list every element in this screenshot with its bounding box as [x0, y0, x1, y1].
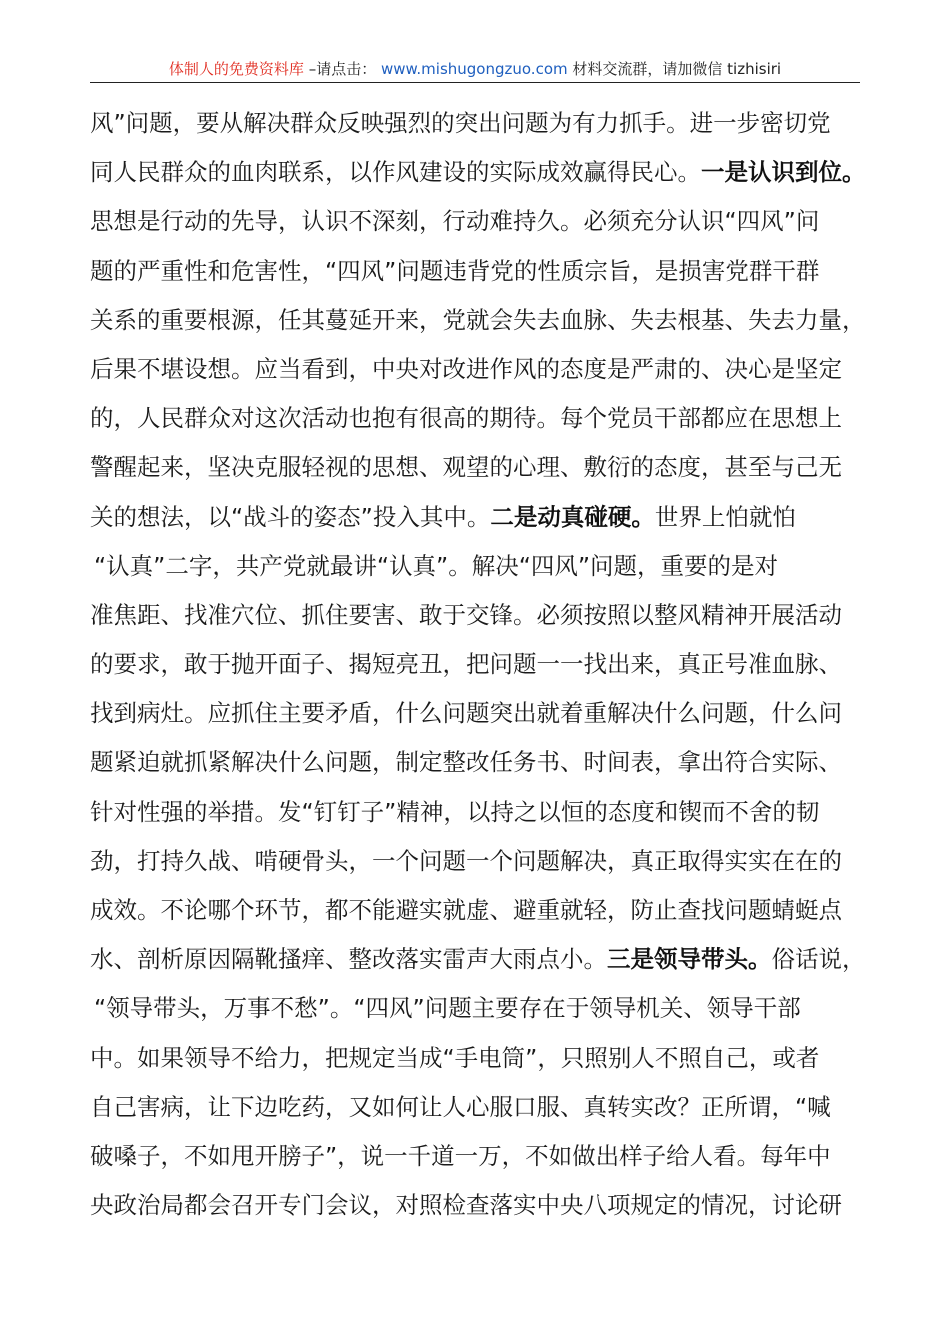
text-segment: 破嗓子，不如甩开膀子”，说一千道一万，不如做出样子给人看。每年中 [90, 1141, 831, 1170]
text-line [90, 1181, 870, 1230]
header-prompt: –请点击： [308, 60, 377, 78]
text-segment: “领导带头，万事不愁”。“四风”问题主要存在于领导机关、领导干部 [94, 994, 801, 1023]
text-line [90, 542, 870, 591]
document-body [90, 99, 870, 1230]
text-segment: 央政治局都会召开专门会议，对照检查落实中央八项规定的情况，讨论研 [90, 1191, 842, 1220]
bold-heading-phrase: 一是认识到位。 [701, 158, 866, 187]
text-line [90, 984, 870, 1033]
text-segment: 针对性强的举措。发“钉钉子”精神，以持之以恒的态度和锲而不舍的韧 [90, 797, 820, 826]
text-line [90, 886, 870, 935]
text-line [90, 148, 870, 197]
text-line [90, 689, 870, 738]
text-segment: 后果不堪设想。应当看到，中央对改进作风的态度是严肃的、决心是坚定 [90, 354, 842, 383]
text-segment: 中。如果领导不给力，把规定当成“手电筒”，只照别人不照自己，或者 [90, 1043, 820, 1072]
text-line [90, 788, 870, 837]
text-line [90, 591, 870, 640]
text-line [90, 935, 870, 984]
text-line [90, 837, 870, 886]
text-segment: 同人民群众的血肉联系，以作风建设的实际成效赢得民心。 [90, 158, 701, 187]
text-line [90, 1034, 870, 1083]
page-header [90, 56, 860, 83]
text-segment: 题紧迫就抓紧解决什么问题，制定整改任务书、时间表，拿出符合实际、 [90, 748, 842, 777]
text-segment: 找到病灶。应抓住主要矛盾，什么问题突出就着重解决什么问题，什么问 [90, 699, 842, 728]
text-line [90, 99, 870, 148]
text-line [90, 345, 870, 394]
text-segment: “认真”二字，共产党就最讲“认真”。解决“四风”问题，重要的是对 [94, 551, 779, 580]
text-segment: 的要求，敢于抛开面子、揭短亮丑，把问题一一找出来，真正号准血脉、 [90, 650, 842, 679]
text-segment: 水、剖析原因隔靴搔痒、整改落实雷声大雨点小。 [90, 945, 607, 974]
text-line [90, 640, 870, 689]
header-url-link[interactable]: www.mishugongzuo.com [380, 60, 568, 78]
text-line [90, 296, 870, 345]
text-segment: 劲，打持久战、啃硬骨头，一个问题一个问题解决，真正取得实实在在的 [90, 846, 842, 875]
text-line [90, 1083, 870, 1132]
text-segment: 俗话说， [771, 945, 866, 974]
text-segment: 关系的重要根源，任其蔓延开来，党就会失去血脉、失去根基、失去力量， [90, 305, 866, 334]
text-segment: 警醒起来，坚决克服轻视的思想、观望的心理、敷衍的态度，甚至与己无 [90, 453, 842, 482]
bold-heading-phrase: 二是动真碰硬。 [490, 502, 655, 531]
header-brand: 体制人的免费资料库 [168, 60, 304, 78]
text-segment: 成效。不论哪个环节，都不能避实就虚、避重就轻，防止查找问题蜻蜓点 [90, 896, 842, 924]
text-segment: 准焦距、找准穴位、抓住要害、敢于交锋。必须按照以整风精神开展活动 [90, 600, 842, 629]
text-line [90, 1132, 870, 1181]
text-segment: 世界上怕就怕 [654, 502, 796, 531]
text-segment: 自己害病，让下边吃药，又如何让人心服口服、真转实改？正所谓，“喊 [90, 1092, 831, 1121]
text-segment: 关的想法，以“战斗的姿态”投入其中。 [90, 502, 491, 531]
bold-heading-phrase: 三是领导带头。 [607, 945, 772, 974]
text-segment: 思想是行动的先导，认识不深刻，行动难持久。必须充分认识“四风”问 [90, 207, 820, 236]
text-segment: 的，人民群众对这次活动也抱有很高的期待。每个党员干部都应在思想上 [90, 404, 842, 433]
text-line [90, 493, 870, 542]
text-line [90, 247, 870, 296]
text-segment: 风”问题，要从解决群众反映强烈的突出问题为有力抓手。进一步密切党 [90, 109, 831, 137]
text-line [90, 443, 870, 492]
text-segment: 题的严重性和危害性，“四风”问题违背党的性质宗旨，是损害党群干群 [90, 256, 820, 285]
text-line [90, 738, 870, 787]
text-line [90, 394, 870, 443]
text-line [90, 197, 870, 246]
header-note: 材料交流群，请加微信 tizhisiri [572, 60, 782, 78]
